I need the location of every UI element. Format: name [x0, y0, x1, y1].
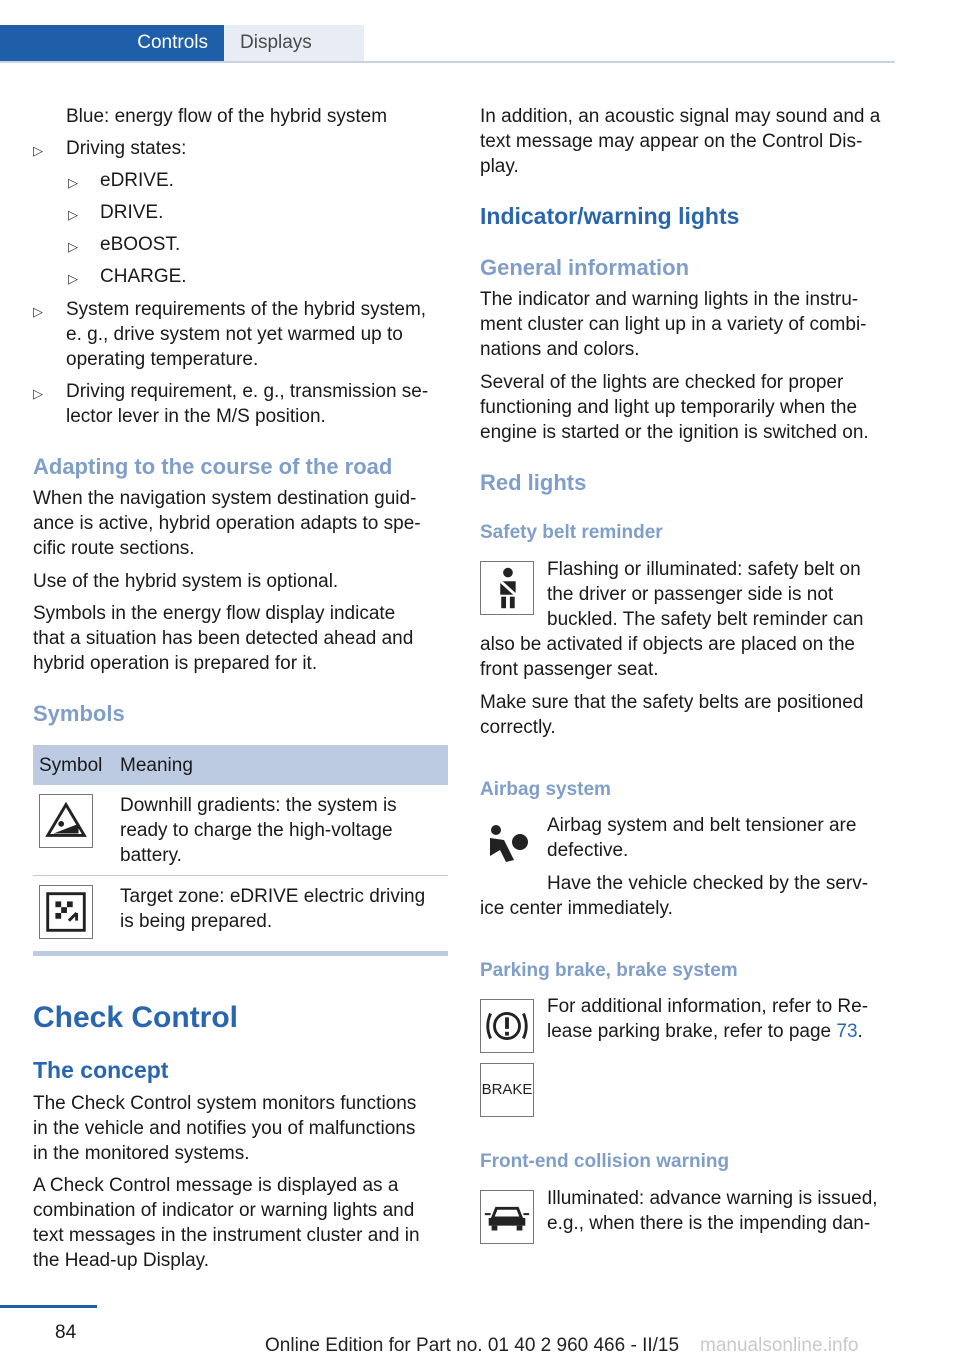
- general-paragraph: The indicator and warning lights in the instru‐: [480, 289, 859, 310]
- state-item: DRIVE.: [100, 202, 164, 223]
- airbag-heading: Airbag system: [480, 779, 611, 800]
- parking-brake-heading: Parking brake, brake system: [480, 960, 738, 981]
- tab-displays[interactable]: Displays: [224, 25, 364, 61]
- downhill-gradient-icon: [39, 794, 93, 848]
- belt-text: also be activated if objects are placed on the: [480, 634, 855, 655]
- driving-states-label: Driving states:: [66, 138, 187, 159]
- safety-belt-heading: Safety belt reminder: [480, 522, 663, 543]
- collision-text: Illuminated: advance warning is issued,: [547, 1188, 878, 1209]
- general-paragraph: ment cluster can light up in a variety of combi‐: [480, 314, 867, 335]
- page-link[interactable]: 73: [836, 1021, 858, 1042]
- adapting-paragraph: that a situation has been detected ahead and: [33, 628, 414, 649]
- concept-paragraph: A Check Control message is displayed as a: [33, 1175, 399, 1196]
- chapter-tabs: [0, 25, 895, 63]
- collision-warning-heading: Front-end collision warning: [480, 1151, 730, 1172]
- brake-text-part: .: [857, 1021, 863, 1042]
- table-row: [33, 876, 448, 946]
- concept-paragraph: the Head-up Display.: [33, 1250, 210, 1271]
- bullet-icon: ▷: [68, 175, 78, 190]
- airbag-text: defective.: [547, 840, 629, 861]
- edition-text: Online Edition for Part no. 01 40 2 960 466 - II/15: [265, 1335, 680, 1356]
- meaning-column-header: Meaning: [120, 755, 193, 776]
- general-paragraph: nations and colors.: [480, 339, 640, 360]
- intro-paragraph: play.: [480, 156, 519, 177]
- bullet-icon: ▷: [33, 386, 43, 401]
- adapting-paragraph: cific route sections.: [33, 538, 195, 559]
- airbag-text: Have the vehicle checked by the serv‐: [547, 873, 869, 894]
- belt-text: correctly.: [480, 717, 556, 738]
- state-item: CHARGE.: [100, 266, 187, 287]
- bullet-icon: ▷: [68, 207, 78, 222]
- belt-text: Flashing or illuminated: safety belt on: [547, 559, 861, 580]
- target-zone-icon: [39, 885, 93, 939]
- belt-text: the driver or passenger side is not: [547, 584, 834, 605]
- symbols-heading: Symbols: [33, 701, 125, 726]
- adapting-paragraph: Use of the hybrid system is optional.: [33, 571, 339, 592]
- state-item: eDRIVE.: [100, 170, 174, 191]
- brake-text-part: lease parking brake, refer to page: [547, 1021, 837, 1042]
- adapting-paragraph: ance is active, hybrid operation adapts to spe‐: [33, 513, 421, 534]
- system-requirements-text: System requirements of the hybrid system,: [66, 299, 427, 320]
- state-item: eBOOST.: [100, 234, 181, 255]
- seatbelt-icon: [480, 561, 534, 615]
- intro-paragraph: In addition, an acoustic signal may sound and a: [480, 106, 881, 127]
- system-requirements-text: operating temperature.: [66, 349, 259, 370]
- table-row: [33, 785, 448, 876]
- belt-text: buckled. The safety belt reminder can: [547, 609, 864, 630]
- adapting-heading: Adapting to the course of the road: [33, 454, 393, 479]
- indicator-heading: Indicator/warning lights: [480, 203, 740, 229]
- meaning-text: Downhill gradients: the system is: [120, 795, 397, 816]
- adapting-paragraph: Symbols in the energy flow display indicate: [33, 603, 396, 624]
- brake-warning-icon: [480, 999, 534, 1053]
- airbag-text: ice center immediately.: [480, 898, 673, 919]
- concept-paragraph: in the monitored systems.: [33, 1143, 250, 1164]
- section-divider: [33, 951, 448, 956]
- blue-line-text: Blue: energy flow of the hybrid system: [66, 106, 388, 127]
- bullet-icon: ▷: [68, 239, 78, 254]
- red-lights-heading: Red lights: [480, 470, 587, 495]
- footer-rule: [0, 1305, 97, 1308]
- system-requirements-text: e. g., drive system not yet warmed up to: [66, 324, 403, 345]
- meaning-text: battery.: [120, 845, 182, 866]
- airbag-icon: [480, 818, 534, 872]
- brake-text-icon: BRAKE: [480, 1063, 534, 1117]
- meaning-text: ready to charge the high-voltage: [120, 820, 393, 841]
- concept-paragraph: combination of indicator or warning lights and: [33, 1200, 415, 1221]
- concept-paragraph: in the vehicle and notifies you of malfunctions: [33, 1118, 416, 1139]
- airbag-text: Airbag system and belt tensioner are: [547, 815, 857, 836]
- bullet-icon: ▷: [33, 143, 43, 158]
- meaning-text: is being prepared.: [120, 911, 273, 932]
- symbols-table-header: [33, 745, 448, 785]
- general-paragraph: Several of the lights are checked for proper: [480, 372, 844, 393]
- driving-requirement-text: lector lever in the M/S position.: [66, 406, 326, 427]
- adapting-paragraph: hybrid operation is prepared for it.: [33, 653, 318, 674]
- concept-heading: The concept: [33, 1057, 169, 1083]
- adapting-paragraph: When the navigation system destination guid‐: [33, 488, 417, 509]
- brake-text: [547, 1019, 960, 1044]
- bullet-icon: ▷: [33, 304, 43, 319]
- concept-paragraph: The Check Control system monitors functions: [33, 1093, 417, 1114]
- driving-requirement-text: Driving requirement, e. g., transmission se‐: [66, 381, 429, 402]
- symbol-column-header: Symbol: [39, 755, 103, 776]
- bullet-icon: ▷: [68, 271, 78, 286]
- general-info-heading: General information: [480, 255, 690, 280]
- belt-text: front passenger seat.: [480, 659, 659, 680]
- concept-paragraph: text messages in the instrument cluster and in: [33, 1225, 420, 1246]
- general-paragraph: functioning and light up temporarily when the: [480, 397, 858, 418]
- general-paragraph: engine is started or the ignition is switched on.: [480, 422, 869, 443]
- belt-text: Make sure that the safety belts are positioned: [480, 692, 864, 713]
- tab-controls[interactable]: Controls: [0, 25, 224, 61]
- intro-paragraph: text message may appear on the Control Dis‐: [480, 131, 863, 152]
- watermark-text: manualsonline.info: [700, 1335, 859, 1356]
- brake-text: For additional information, refer to Re‐: [547, 996, 869, 1017]
- car-collision-icon: [480, 1190, 534, 1244]
- page-number: 84: [55, 1322, 77, 1343]
- check-control-heading: Check Control: [33, 1001, 239, 1034]
- meaning-text: Target zone: eDRIVE electric driving: [120, 886, 426, 907]
- collision-text: e.g., when there is the impending dan‐: [547, 1213, 871, 1234]
